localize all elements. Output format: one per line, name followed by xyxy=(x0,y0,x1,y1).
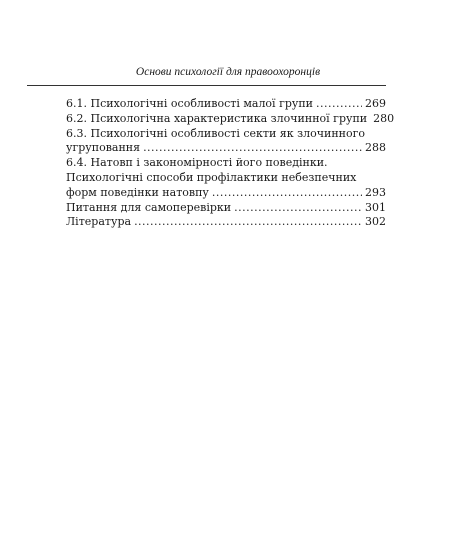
toc-entry-title: Література xyxy=(66,215,132,229)
toc-entry-title: Питання для самоперевірки xyxy=(66,200,232,214)
header-rule xyxy=(27,85,386,86)
toc-leader-dots xyxy=(212,186,362,201)
toc-page-number: 288 xyxy=(365,141,386,155)
toc-entry-literature[interactable] xyxy=(66,215,386,230)
table-of-contents xyxy=(66,97,395,230)
toc-page-number: 269 xyxy=(365,97,386,110)
toc-entry-6-1[interactable] xyxy=(66,97,386,112)
toc-leader-dots xyxy=(234,201,362,216)
toc-page-number: 280 xyxy=(373,111,395,125)
running-header: Основи психології для правоохоронців xyxy=(135,66,321,78)
toc-leader-dots xyxy=(134,215,362,230)
toc-leader-dots xyxy=(316,97,362,112)
toc-entry-self-check[interactable] xyxy=(66,201,386,216)
toc-entry-title: 6.2. Психологічна характеристика злочинної групи xyxy=(66,111,368,125)
toc-entry-title-line: Психологічні способи профілактики небезпечних xyxy=(66,170,357,184)
toc-leader-dots xyxy=(143,141,362,156)
toc-entry-title-last: угруповання xyxy=(66,141,141,155)
toc-entry-title-last: форм поведінки натовпу xyxy=(66,185,209,199)
toc-page-number: 293 xyxy=(365,185,386,199)
toc-entry-6-2[interactable] xyxy=(66,111,395,127)
toc-entry-title-line: 6.3. Психологічні особливості секти як злочинного xyxy=(66,126,365,140)
toc-entry-title: 6.1. Психологічні особливості малої групи xyxy=(66,97,314,110)
toc-page-number: 301 xyxy=(365,200,386,214)
toc-entry-6-3[interactable] xyxy=(66,127,386,157)
toc-entry-6-4[interactable] xyxy=(66,156,386,200)
toc-entry-title-line: 6.4. Натовп і закономірності його поведінки. xyxy=(66,156,328,170)
toc-page-number: 302 xyxy=(365,215,386,229)
